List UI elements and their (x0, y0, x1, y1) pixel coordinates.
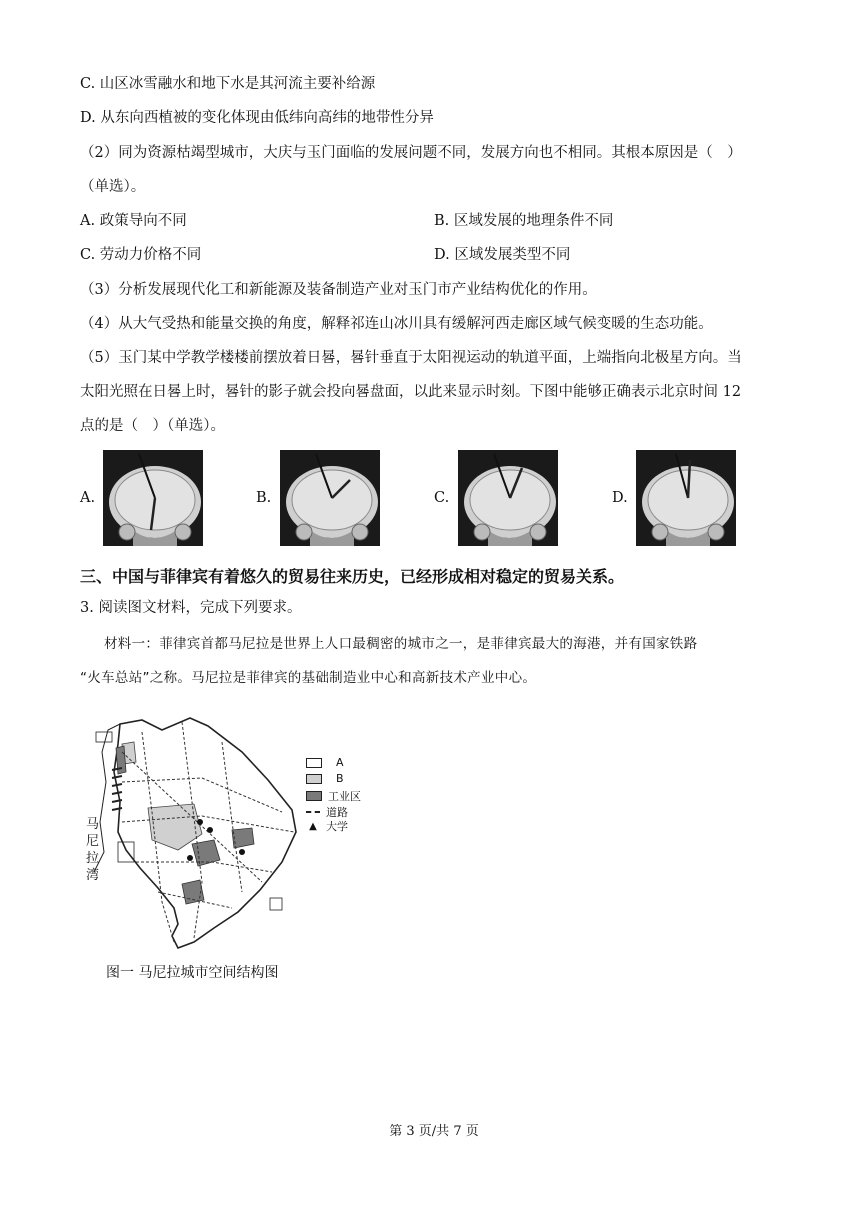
legend-label-road: 道路 (326, 806, 348, 819)
legend-label-a: A (336, 756, 344, 769)
sundial-image-b (280, 450, 380, 546)
map-caption: 图一 马尼拉城市空间结构图 (106, 965, 279, 981)
map-bay-label: 马尼拉湾 (86, 817, 100, 883)
legend-label-b: B (336, 772, 344, 785)
q5-line1: （5）玉门某中学教学楼楼前摆放着日晷，晷针垂直于太阳视运动的轨道平面，上端指向北极星方向。当 (80, 350, 742, 366)
q2-stem-cont: （单选）。 (80, 179, 146, 195)
material-1-line1: 材料一：菲律宾首都马尼拉是世界上人口最稠密的城市之一，是菲律宾最大的海港，并有国家铁路 (104, 636, 698, 652)
question-3-stem: 3. 阅读图文材料，完成下列要求。 (80, 600, 302, 616)
legend-item-b (306, 772, 344, 785)
legend-swatch-road (306, 811, 320, 813)
sundial-image-d (636, 450, 736, 546)
sundial-label-c: C. (434, 490, 450, 506)
section-3-title: 三、中国与菲律宾有着悠久的贸易往来历史，已经形成相对稳定的贸易关系。 (80, 567, 625, 586)
q2-option-b: B. 区域发展的地理条件不同 (434, 213, 614, 229)
legend-label-industrial: 工业区 (328, 790, 361, 803)
material-1-line2: “火车总站”之称。马尼拉是菲律宾的基础制造业中心和高新技术产业中心。 (80, 670, 537, 686)
university-icon: ▲ (309, 820, 317, 832)
q5-line2: 太阳光照在日晷上时，晷针的影子就会投向晷盘面，以此来显示时刻。下图中能够正确表示北京时间 12 (80, 384, 742, 400)
legend-item-a (306, 756, 344, 769)
legend-swatch-industrial (306, 791, 322, 801)
q1-option-d: D. 从东向西植被的变化体现由低纬向高纬的地带性分异 (80, 110, 434, 126)
sundial-label-b: B. (256, 490, 272, 506)
sundial-label-a: A. (80, 490, 96, 506)
legend-item-university (306, 818, 348, 834)
page-footer: 第 3 页/共 7 页 (389, 1124, 479, 1139)
legend-item-industrial (306, 788, 361, 804)
q2-stem: （2）同为资源枯竭型城市，大庆与玉门面临的发展问题不同，发展方向也不相同。其根本原因是（ ） (80, 145, 742, 161)
q3-text: （3）分析发展现代化工和新能源及装备制造产业对玉门市产业结构优化的作用。 (80, 282, 597, 298)
q1-option-c: C. 山区冰雪融水和地下水是其河流主要补给源 (80, 76, 376, 92)
q4-text: （4）从大气受热和能量交换的角度，解释祁连山冰川具有缓解河西走廊区域气候变暖的生态功能。 (80, 316, 713, 332)
sundial-label-d: D. (612, 490, 628, 506)
q2-option-c: C. 劳动力价格不同 (80, 247, 202, 263)
sundial-image-a (103, 450, 203, 546)
q2-option-d: D. 区域发展类型不同 (434, 247, 571, 263)
q5-line3: 点的是（ ）（单选）。 (80, 418, 225, 434)
legend-swatch-a (306, 758, 322, 768)
q2-option-a: A. 政策导向不同 (80, 213, 187, 229)
legend-swatch-b (306, 774, 322, 784)
manila-map (82, 712, 302, 952)
legend-label-university: 大学 (326, 820, 348, 833)
sundial-image-c (458, 450, 558, 546)
